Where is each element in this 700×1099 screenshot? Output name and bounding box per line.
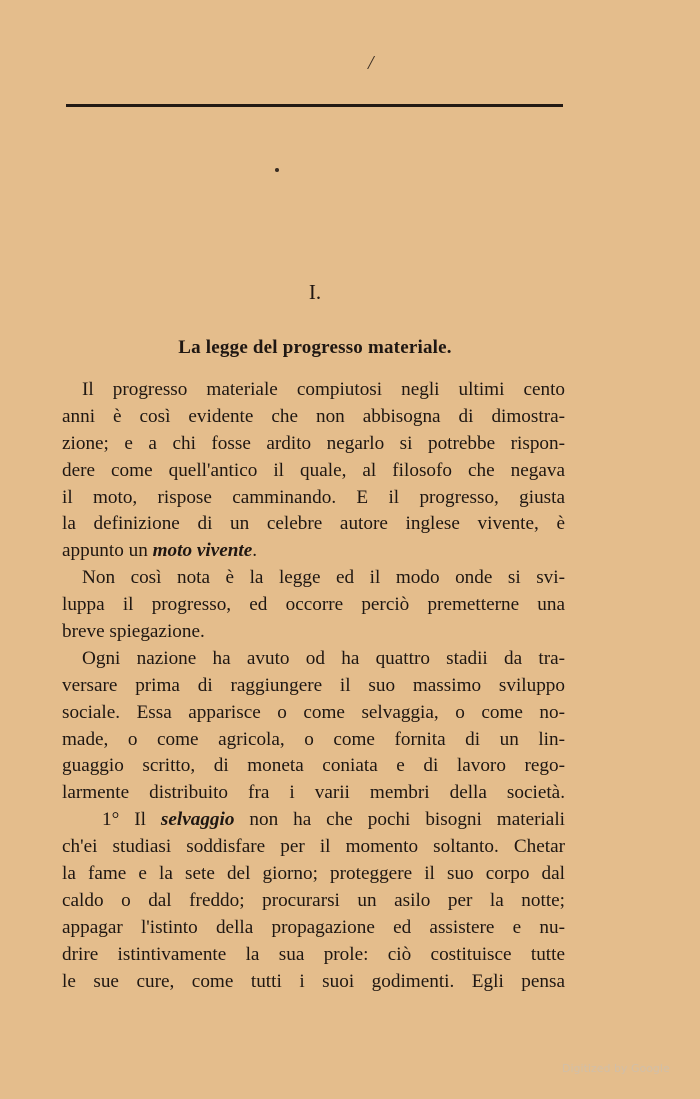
- text-line: appagar l'istinto della propagazione ed assistere e nu-: [62, 916, 565, 938]
- text-fragment: 1° Il: [102, 809, 161, 831]
- text-line: dere come quell'antico il quale, al filosofo che negava: [62, 459, 565, 481]
- text-line: made, o come agricola, o come fornita di un lin-: [62, 728, 565, 750]
- text-line: [62, 538, 565, 565]
- text-line: ch'ei studiasi soddisfare per il momento soltanto. Chetar: [62, 836, 565, 858]
- text-line: le sue cure, come tutti i suoi godimenti. Egli pensa: [62, 970, 565, 992]
- italic-term: moto vivente: [152, 540, 253, 562]
- text-line: Non così nota è la legge ed il modo onde si svi-: [82, 567, 565, 589]
- text-line: caldo o dal freddo; procurarsi un asilo per la notte;: [62, 889, 565, 911]
- text-line: la definizione di un celebre autore inglese vivente, è: [62, 513, 565, 535]
- text-fragment: non ha che pochi bisogni materiali: [234, 809, 565, 831]
- italic-term: selvaggio: [160, 809, 235, 831]
- text-line: Ogni nazione ha avuto od ha quattro stadii da tra-: [82, 647, 565, 669]
- text-fragment: .: [252, 540, 258, 562]
- text-line: la fame e la sete del giorno; proteggere il suo corpo dal: [62, 863, 565, 885]
- text-line: versare prima di raggiungere il suo massimo sviluppo: [62, 674, 565, 696]
- chapter-title: La legge del progresso materiale.: [178, 337, 452, 358]
- page-mark: /: [368, 52, 374, 74]
- header-rule: [66, 104, 563, 107]
- text-line: zione; e a chi fosse ardito negarlo si potrebbe rispon-: [62, 432, 565, 454]
- text-line: Il progresso materiale compiutosi negli ultimi cento: [82, 379, 565, 400]
- text-line: il moto, rispose camminando. E il progresso, giusta: [62, 486, 565, 508]
- text-fragment: appunto un: [62, 540, 153, 562]
- text-line: larmente distribuito fra i varii membri della società.: [62, 782, 565, 804]
- text-line: sociale. Essa apparisce o come selvaggia, o come no-: [62, 701, 565, 723]
- text-line: luppa il progresso, ed occorre perciò premetterne una: [62, 594, 565, 616]
- body-text: [62, 377, 565, 995]
- digitization-watermark: Digitized by Google: [562, 1062, 670, 1075]
- text-line: breve spiegazione.: [62, 621, 205, 643]
- text-line: [62, 807, 565, 834]
- text-line: anni è così evidente che non abbisogna di dimostra-: [62, 405, 565, 427]
- ink-dot: [275, 168, 279, 172]
- text-line: drire istintivamente la sua prole: ciò costituisce tutte: [62, 943, 565, 965]
- chapter-number: I.: [308, 280, 322, 304]
- text-line: guaggio scritto, di moneta coniata e di lavoro rego-: [62, 755, 565, 777]
